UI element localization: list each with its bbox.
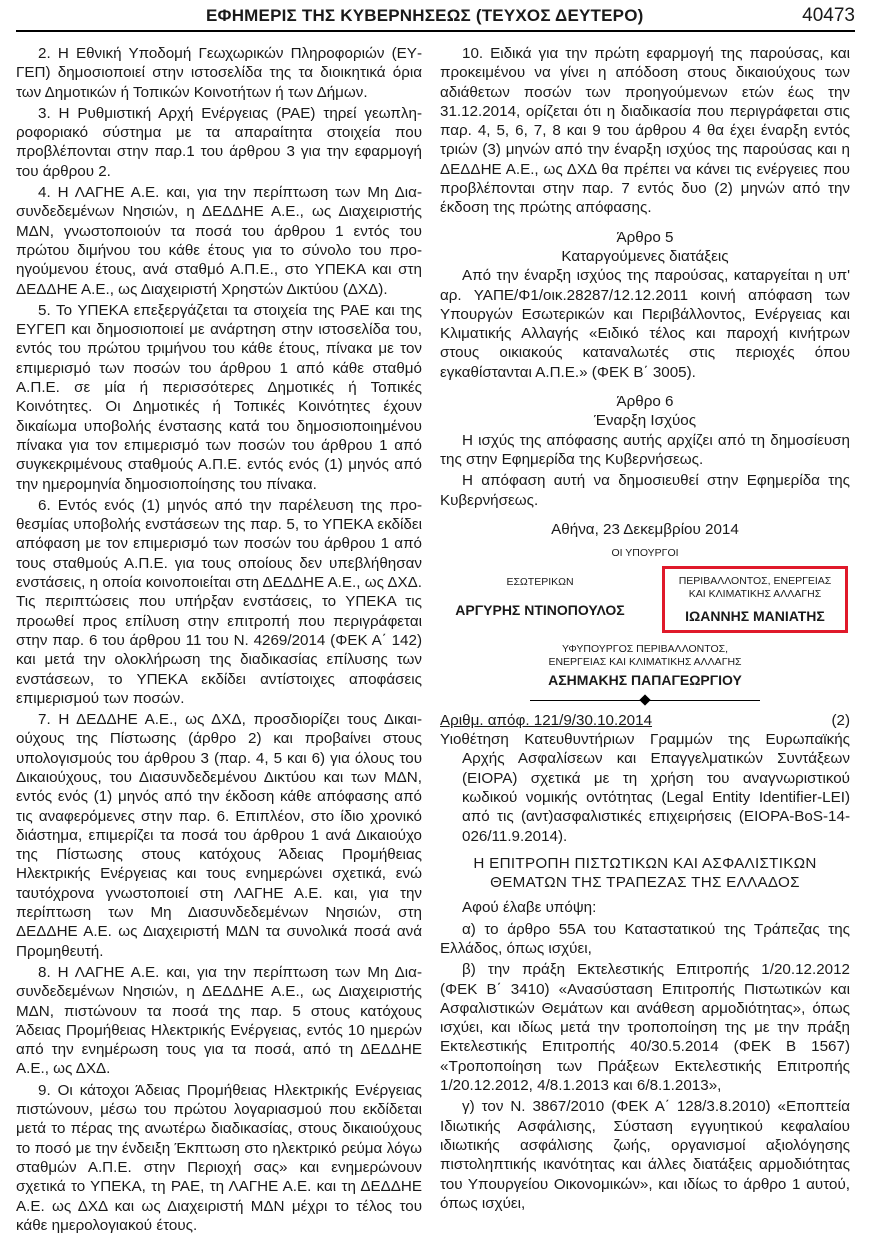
- article-5-subtitle: Καταργούμενες διατάξεις: [561, 247, 729, 265]
- signature-interior-minister: [440, 566, 640, 633]
- page-number: 40473: [802, 5, 855, 26]
- gazette-title: ΕΦΗΜΕΡΙΣ ΤΗΣ ΚΥΒΕΡΝΗΣΕΩΣ (ΤΕΥΧΟΣ ΔΕΥΤΕΡΟ): [206, 6, 644, 25]
- paragraph-9: 9. Οι κάτοχοι Άδειας Προμήθειας Ηλεκτρικής Ενέργειας πιστώνουν, μέσω του πρώτου λογαριασμού που εκδίδεται μετά το πέρας της ανωτέρω διαδικασίας, στους δικαιούχους το ποσό με την ένδειξη Έκπτωση στο ηλεκτρικό ρεύμα λόγω σταθμών Α.Π.Ε. στην Περιοχή σας» και ενημερώνουν σχετικά το ΥΠΕΚΑ, τη ΡΑΕ, τη ΛΑΓΗΕ Α.Ε. και τη ΔΕΔΔΗΕ Α.Ε. ως ΔΧΔ και ως Διαχειριστή ΜΔΝ μέχρι το τέλος του κάθε ημερολογιακού έτους.: [16, 1081, 422, 1234]
- committee-title-line-1: Η ΕΠΙΤΡΟΠΗ ΠΙΣΤΩΤΙΚΩΝ ΚΑΙ ΑΣΦΑΛΙΣΤΙΚΩΝ: [473, 854, 817, 872]
- decision-number: Αριθμ. απόφ. 121/9/30.10.2014: [440, 711, 653, 729]
- right-column: [440, 44, 850, 1215]
- decision-index: (2): [831, 711, 850, 729]
- decision-title: Υιοθέτηση Κατευθυντήριων Γραμμών της Ευρωπαϊκής Αρχής Ασφαλίσεων και Επαγγελματικών Συντάξεων (ΕΙΟΡΑ) σχετικά με τη χρήση του αναγνωριστικού κωδικού νομικής οντότητας (Legal Entity Identifier-LEI) από τις (αντ)ασφαλιστικές επιχειρήσεις (ΕΙΟΡΑ-BoS-14-026/11.9.2014).: [440, 731, 850, 845]
- section-divider: [440, 691, 850, 711]
- article-6-text-2: Η απόφαση αυτή να δημοσιευθεί στην Εφημερίδα της Κυβερνήσεως.: [440, 472, 850, 509]
- paragraph-6: 6. Εντός ενός (1) μηνός από την παρέλευση της προθεσμίας υποβολής ενστάσεων της παρ. 5, το ΥΠΕΚΑ εκδίδει απόφαση με τον επιμερισμό των ποσών του άρθρου 1 από τους σταθμούς Α.Π.Ε. για τους οποίους δεν υπεβλήθησαν ενστάσεις, η οποία κοινοποιείται στη ΔΕΔΔΗΕ Α.Ε., ως ΔΧΔ. Τις περιπτώσεις που υπήρξαν ενστάσεις, το ΥΠΕΚΑ τις προωθεί προς επίλυση στην επιτροπή που περιγράφεται στην παρ. 6 του άρθρου 11 του Ν. 4269/2014 (ΦΕΚ Α΄ 142) και μετά την ολοκλήρωση της διαδικασίας επίλυσης των ενστάσεων, το ΥΠΕΚΑ εκδίδει αντίστοιχες αποφάσεις επιμερισμού των ποσών.: [16, 496, 422, 707]
- item-c: γ) τον Ν. 3867/2010 (ΦΕΚ Α΄ 128/3.8.2010) «Εποπτεία Ιδιωτικής Ασφάλισης, Σύσταση εγγυητικού κεφαλαίου ιδιωτικής ασφάλισης ζωής, οργανισμοί αξιολόγησης πιστοληπτικής ικανότητας και άλλες διατάξεις αρμοδιότητας του Υπουργείου Οικονομικών», και ιδίως το άρθρο 1 αυτού, όπως ισχύει,: [440, 1098, 850, 1212]
- paragraph-10: 10. Ειδικά για την πρώτη εφαρμογή της παρούσας, και προκειμένου να γίνει η απόδοση στους δικαιούχους των αδιάθετων ποσών των προηγούμενων ετών έως την 31.12.2014, ορίζεται ότι η διαδικασία που περιγράφεται στις παρ. 4, 5, 6, 7, 8 και 9 του άρθρου 4 θα έχει έναρξη εντός τριών (3) μηνών από την έναρξη ισχύος της παρούσας και η ΔΕΔΔΗΕ Α.Ε., ως ΔΧΔ θα πρέπει να κάνει τις ενέργειες που προβλέπονται στην παρ. 7 εντός δυο (2) μηνών από την έκδοση της πρώτης απόφασης.: [440, 45, 850, 217]
- page-header: [16, 4, 855, 32]
- ministers-label: ΟΙ ΥΠΟΥΡΓΟΙ: [611, 547, 679, 560]
- article-6-title: Άρθρο 6: [616, 393, 674, 411]
- paragraph-3: 3. Η Ρυθμιστική Αρχή Ενέργειας (ΡΑΕ) τηρεί γεωπληροφοριακό σύστημα με τα απαραίτητα στοιχεία που προβλέπονται στην παρ.1 του άρθρου 3 για την εφαρμογή του άρθρου 2.: [16, 104, 422, 180]
- date-line: Αθήνα, 23 Δεκεμβρίου 2014: [551, 520, 739, 538]
- left-column: [16, 44, 422, 1237]
- minister-right-role-1: ΠΕΡΙΒΑΛΛΟΝΤΟΣ, ΕΝΕΡΓΕΙΑΣ: [678, 575, 832, 588]
- considering-line: Αφού έλαβε υπόψη:: [462, 899, 597, 917]
- paragraph-8: 8. Η ΛΑΓΗΕ Α.Ε. και, για την περίπτωση των Μη Διασυνδεδεμένων Νησιών, η ΔΕΔΔΗΕ Α.Ε., ως Διαχειριστής ΜΔΝ, πιστώνουν τα ποσά της παρ. 5 στους κατόχους Άδειας Προμήθειας Ηλεκτρικής Ενέργειας, εντός 10 ημερών από την ενημέρωση τους για τα ποσά, από τη ΔΕΔΔΗΕ Α.Ε., ως ΔΧΔ.: [16, 963, 422, 1078]
- minister-right-role-2: ΚΑΙ ΚΛΙΜΑΤΙΚΗΣ ΑΛΛΑΓΗΣ: [688, 588, 822, 601]
- article-5-text: Από την έναρξη ισχύος της παρούσας, καταργείται η υπ' αρ. ΥΑΠΕ/Φ1/οικ.28287/12.12.2011 κοινή απόφαση των Υπουργών Εσωτερικών και Περιβάλλοντος, Ενέργειας και Κλιματικής Αλλαγής «Ειδικό τέλος και παροχή κινήτρων στους οικιακούς καταναλωτές στις περιοχές όπου εγκαθίστανται Α.Π.Ε.» (ΦΕΚ Β΄ 3005).: [440, 267, 850, 381]
- committee-title-line-2: ΘΕΜΑΤΩΝ ΤΗΣ ΤΡΑΠΕΖΑΣ ΤΗΣ ΕΛΛΑΔΟΣ: [490, 874, 800, 892]
- decision-header: [440, 711, 850, 730]
- deputy-name: ΑΣΗΜΑΚΗΣ ΠΑΠΑΓΕΩΡΓΙΟΥ: [548, 672, 742, 689]
- item-a: α) το άρθρο 55Α του Καταστατικού της Τράπεζας της Ελλάδος, όπως ισχύει,: [440, 920, 850, 957]
- item-b: β) την πράξη Εκτελεστικής Επιτροπής 1/20.12.2012 (ΦΕΚ Β΄ 3410) «Ανασύσταση Επιτροπής Πιστωτικών και Ασφαλιστικών Θεμάτων και ανάθεση αρμοδιότητας», όπως ισχύει, και ιδίως μετά την τροποποίηση της με την πράξη Εκτελεστικής Επιτροπής 40/30.5.2014 (ΦΕΚ Β 1567) «Τροποποίηση των Πράξεων Εκτελεστικής Επιτροπής 1/20.12.2012, 4/8.1.2013 και 6/8.1.2013»,: [440, 961, 850, 1095]
- article-6-subtitle: Έναρξη Ισχύος: [593, 412, 697, 430]
- minister-left-name: ΑΡΓΥΡΗΣ ΝΤΙΝΟΠΟΥΛΟΣ: [455, 602, 625, 619]
- deputy-role-1: ΥΦΥΠΟΥΡΓΟΣ ΠΕΡΙΒΑΛΛΟΝΤΟΣ,: [561, 643, 729, 656]
- minister-left-role: ΕΣΩΤΕΡΙΚΩΝ: [506, 576, 574, 589]
- minister-right-name: ΙΩΑΝΝΗΣ ΜΑΝΙΑΤΗΣ: [685, 608, 825, 625]
- diamond-icon: [639, 694, 650, 705]
- paragraph-7: 7. Η ΔΕΔΔΗΕ Α.Ε., ως ΔΧΔ, προσδιορίζει τους Δικαιούχους της Πίστωσης (άρθρο 2) και προβαίνει στους υπολογισμούς του άρθρου 3 (παρ. 4, 5 και 6) για όλους του Δικαιούχους, του Διασυνδεδεμένου Δικτύου και των ΜΔΝ, εντός ενός (1) μηνός από την έκδοση κάθε απόφασης από τις αναφερόμενες στην παρ. 6. Επιπλέον, στο ίδιο χρονικό διάστημα, επιμερίζει τα ποσά του άρθρου 1 ανά Δικαιούχο της Πίστωσης στους κατόχους Άδειας Προμήθειας Ηλεκτρικής Ενέργειας και τους ενημερώνει σχετικά, ενώ ταυτόχρονα γνωστοποιεί στη ΛΑΓΗΕ Α.Ε. και, για την περίπτωση των Μη Διασυνδεδεμένων Νησιών, στη ΔΕΔΔΗΕ Α.Ε. ως Διαχειριστή ΜΔΝ τα συνολικά ποσά ανά Προμηθευτή.: [16, 711, 422, 960]
- signatures-row: [440, 566, 850, 633]
- article-6-text-1: Η ισχύς της απόφασης αυτής αρχίζει από τη δημοσίευση της στην Εφημερίδα της Κυβερνήσεως.: [440, 431, 850, 468]
- article-5-title: Άρθρο 5: [616, 228, 674, 246]
- paragraph-5: 5. Το ΥΠΕΚΑ επεξεργάζεται τα στοιχεία της ΡΑΕ και της ΕΥΓΕΠ και δημοσιοποιεί με ανάρτηση στην ιστοσελίδα του, εντός του πρώτου τριμήνου του κάθε έτους, πίνακα με τον επιμερισμό των ποσών του άρθρου 1 από κάθε σταθμό Α.Π.Ε. σε μία ή περισσότερες Δημοτικές ή Τοπικές Κοινότητες. Οι Δημοτικές ή Τοπικές Κοινότητες έχουν δικαίωμα υποβολής ένστασης κατά του δημοσιοποιημένου πίνακα για τον επιμερισμό των ποσών του άρθρου 1 από συγκεκριμένους σταθμούς Α.Π.Ε. εντός ενός (1) μηνός από την ημερομηνία δημοσιοποίησης του πίνακα.: [16, 301, 422, 493]
- deputy-role-2: ΕΝΕΡΓΕΙΑΣ ΚΑΙ ΚΛΙΜΑΤΙΚΗΣ ΑΛΛΑΓΗΣ: [548, 656, 742, 669]
- signature-environment-minister-highlight: [662, 566, 848, 633]
- paragraph-2: 2. Η Εθνική Υποδομή Γεωχωρικών Πληροφοριών (ΕΥΓΕΠ) δημοσιοποιεί στην ιστοσελίδα της τα διοικητικά όρια των Δημοτικών ή Τοπικών Κοινοτήτων ή των Δήμων.: [16, 45, 422, 101]
- paragraph-4: 4. Η ΛΑΓΗΕ Α.Ε. και, για την περίπτωση των Μη Διασυνδεδεμένων Νησιών, η ΔΕΔΔΗΕ Α.Ε., ως Διαχειριστής ΜΔΝ, γνωστοποιούν τα ποσά του άρθρου 1 εντός του πρώτου διμήνου του κάθε έτους για το σύνολο του προηγούμενου έτους, ανά σταθμό Α.Π.Ε., στο ΥΠΕΚΑ και στη ΔΕΔΔΗΕ Α.Ε., ως Διαχειριστή Χρηστών Δικτύου (ΔΧΔ).: [16, 184, 422, 298]
